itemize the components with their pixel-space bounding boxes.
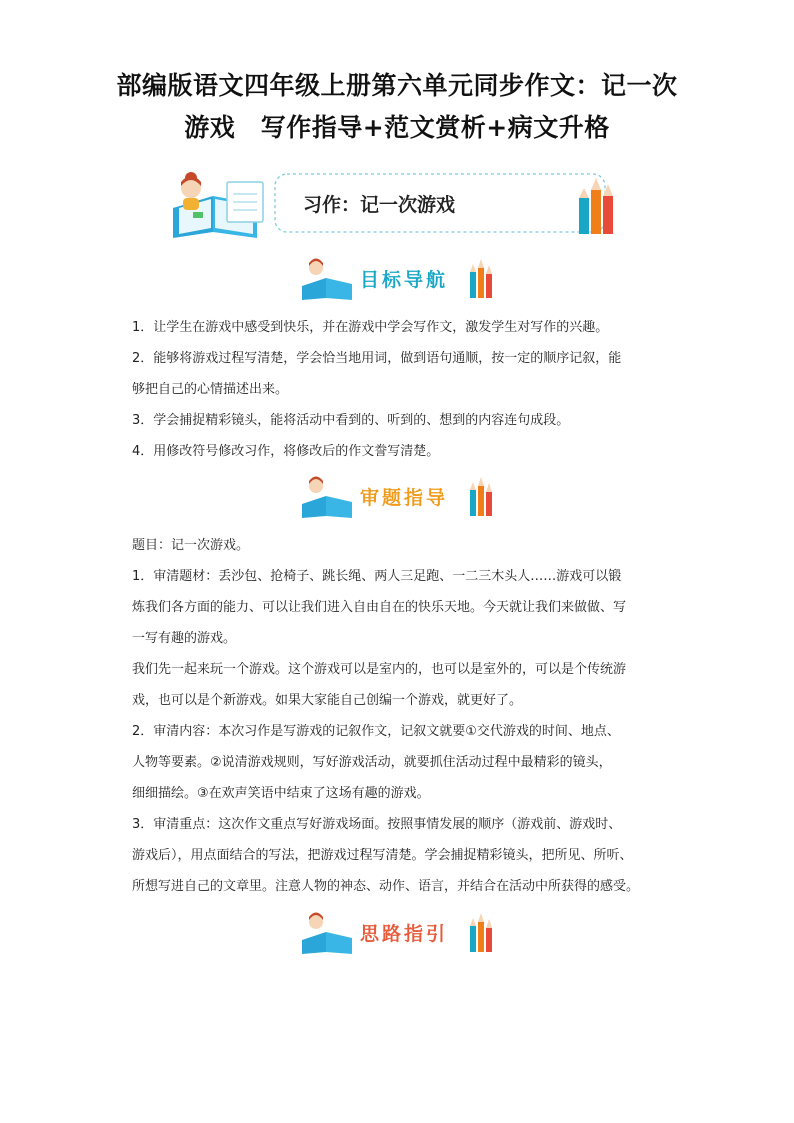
goal-item: 够把自己的心情描述出来。 bbox=[132, 382, 289, 397]
guide-line: 3．审清重点：这次作文重点写好游戏场面。按照事情发展的顺序（游戏前、游戏时、 bbox=[132, 817, 622, 832]
goal-item: 1．让学生在游戏中感受到快乐，并在游戏中学会写作文，激发学生对写作的兴趣。 bbox=[132, 320, 609, 335]
section-title-topic-guide: 审题指导 bbox=[360, 487, 449, 509]
guide-line: 戏，也可以是个新游戏。如果大家能自己创编一个游戏，就更好了。 bbox=[132, 693, 523, 708]
guide-line: 所想写进自己的文章里。注意人物的神态、动作、语言，并结合在活动中所获得的感受。 bbox=[132, 879, 640, 894]
guide-line: 炼我们各方面的能力、可以让我们进入自由自在的快乐天地。今天就让我们来做做、写 bbox=[132, 600, 627, 615]
guide-line: 1．审清题材：丢沙包、抢椅子、跳长绳、两人三足跑、一二三木头人……游戏可以锻 bbox=[132, 569, 622, 584]
topic-guide-text bbox=[132, 530, 672, 902]
goal-item: 2．能够将游戏过程写清楚，学会恰当地用词，做到语句通顺，按一定的顺序记叙，能 bbox=[132, 351, 622, 366]
document-title-line-1: 部编版语文四年级上册第六单元同步作文：记一次 bbox=[116, 71, 678, 100]
guide-line: 游戏后），用点面结合的写法，把游戏过程写清楚。学会捕捉精彩镜头，把所见、所听、 bbox=[132, 848, 633, 863]
banner-title: 习作：记一次游戏 bbox=[303, 194, 456, 216]
guide-line: 人物等要素。②说清游戏规则，写好游戏活动，就要抓住活动过程中最精彩的镜头， bbox=[132, 755, 612, 770]
notebook-icon bbox=[227, 182, 263, 222]
girl-reading-icon bbox=[181, 172, 201, 210]
section-title-ideas: 思路指引 bbox=[360, 923, 449, 945]
guide-line: 2．审清内容：本次习作是写游戏的记叙作文，记叙文就要①交代游戏的时间、地点、 bbox=[132, 724, 620, 739]
goal-item: 3．学会捕捉精彩镜头，能将活动中看到的、听到的、想到的内容连句成段。 bbox=[132, 413, 570, 428]
document-title-line-2: 游戏 写作指导+范文赏析+病文升格 bbox=[184, 113, 610, 142]
guide-line: 题目：记一次游戏。 bbox=[132, 538, 250, 553]
guide-line: 我们先一起来玩一个游戏。这个游戏可以是室内的，也可以是室外的，可以是个传统游 bbox=[132, 662, 627, 677]
guide-line: 一写有趣的游戏。 bbox=[132, 631, 237, 646]
goal-item: 4．用修改符号修改习作，将修改后的作文誊写清楚。 bbox=[132, 444, 440, 459]
pencils-icon bbox=[579, 178, 613, 234]
guide-line: 细细描绘。③在欢声笑语中结束了这场有趣的游戏。 bbox=[132, 786, 430, 801]
section-title-goals: 目标导航 bbox=[360, 269, 449, 291]
goals-list bbox=[132, 312, 672, 467]
